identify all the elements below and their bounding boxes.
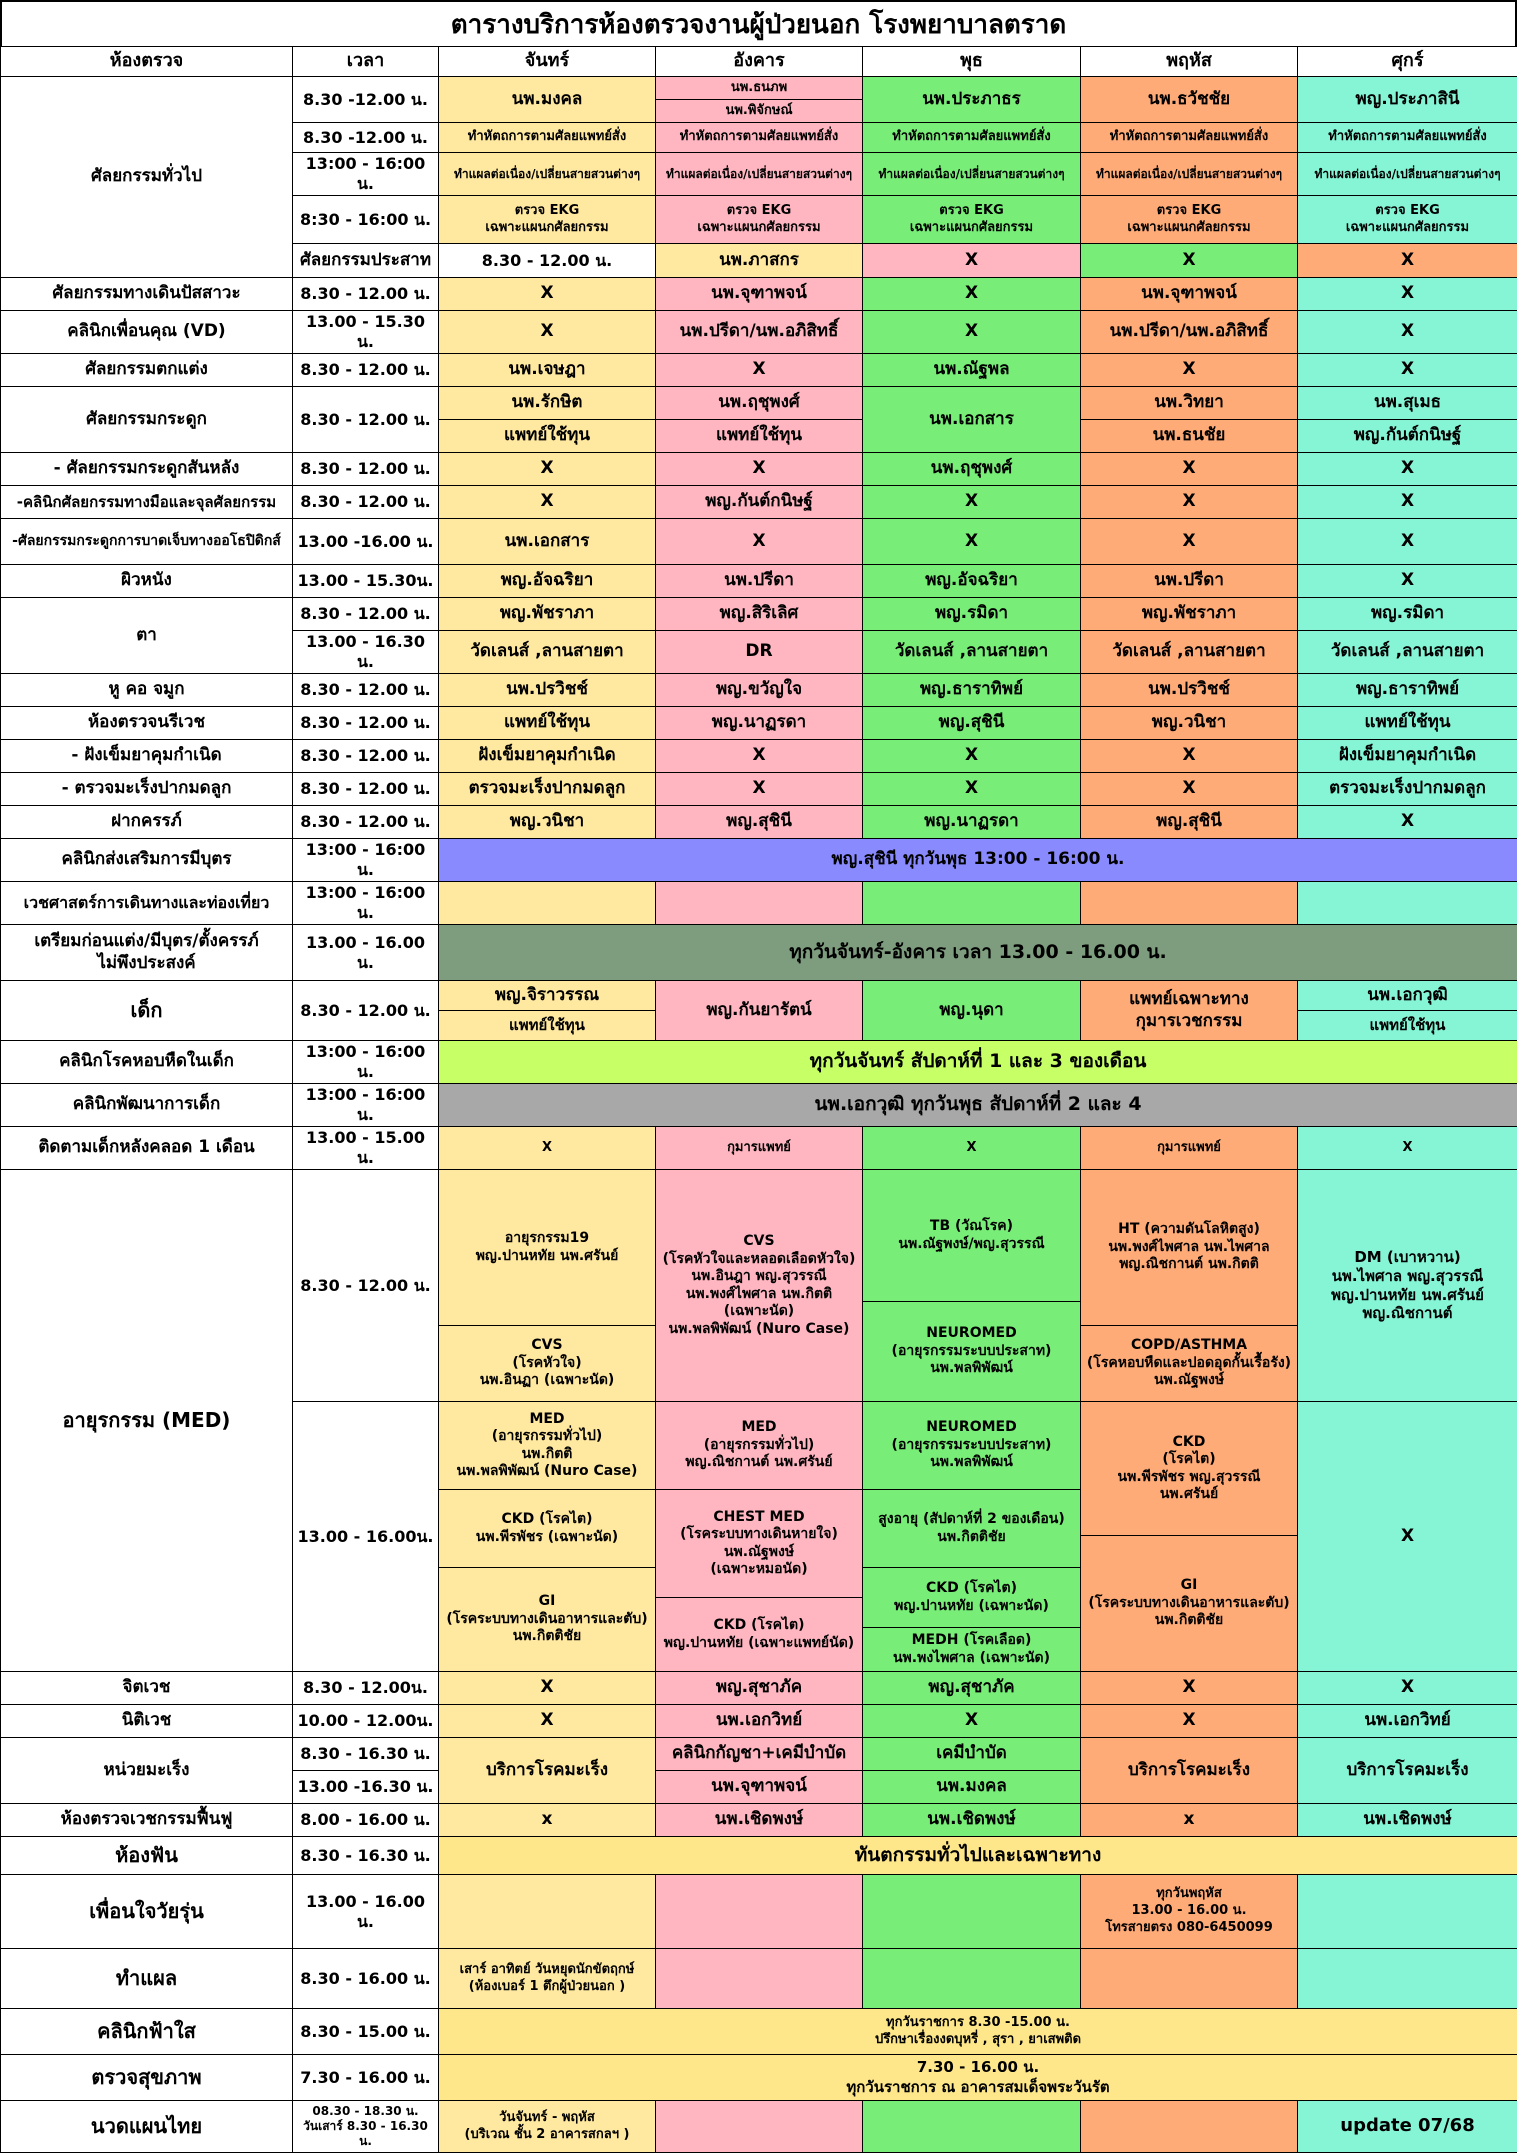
doctor-cell: X: [439, 311, 656, 354]
room-orthopedics: ศัลยกรรมกระดูก: [1, 387, 293, 453]
doctor-cell: แพทย์ใช้ทุน: [439, 707, 656, 740]
service-cell: ทำหัตถการตามศัลยแพทย์สั่ง: [439, 123, 656, 153]
premarital-banner: ทุกวันจันทร์-อังคาร เวลา 13.00 - 16.00 น.: [439, 925, 1517, 981]
doctor-cell: พญ.ขวัญใจ: [656, 674, 863, 707]
row-peds-asthma: [1, 1041, 1517, 1084]
doctor-cell: แพทย์ใช้ทุน: [439, 420, 656, 453]
doctor-cell: พญ.นาฏรดา: [656, 707, 863, 740]
time-cell: 8.30 -12.00 น.: [293, 77, 439, 123]
time-cell: 8.30 -12.00 น.: [293, 123, 439, 153]
row-gynecology: [1, 707, 1517, 740]
doctor-cell: พญ.อัจฉริยา: [439, 565, 656, 598]
doctor-cell: X: [1081, 519, 1298, 565]
doctor-cell: พญ.นาฏรดา: [863, 806, 1081, 839]
row-travel-medicine: [1, 882, 1517, 925]
doctor-cell: X: [1298, 354, 1517, 387]
time-cell: 10.00 - 12.00น.: [293, 1705, 439, 1738]
service-cell: วัดเลนส์ ,ลานสายตา: [863, 631, 1081, 674]
room-label: คลินิกพัฒนาการเด็ก: [1, 1084, 293, 1127]
doctor-cell: X: [1081, 244, 1298, 278]
doctor-cell: X: [863, 244, 1081, 278]
row-thai-massage: [1, 2101, 1517, 2153]
med-clinic-cell: CHEST MED (โรคระบบทางเดินหายใจ) นพ.ณัฐพงษ์ (เฉพาะหมอนัด): [656, 1490, 863, 1598]
room-label: คลินิกเพื่อนคุณ (VD): [1, 311, 293, 354]
service-cell: X: [656, 740, 863, 773]
service-cell: ตรวจ EKG เฉพาะแผนกศัลยกรรม: [1298, 196, 1517, 244]
empty-cell: [439, 882, 656, 925]
time-cell: 8.30 - 12.00 น.: [293, 740, 439, 773]
doctor-cell: นพ.ปรีดา/นพ.อภิสิทธิ์: [1081, 311, 1298, 354]
doctor-cell: พญ.จิราวรรณ: [439, 981, 656, 1011]
time-cell: 08.30 - 18.30 น. วันเสาร์ 8.30 - 16.30 น.: [293, 2101, 439, 2153]
doctor-cell: นพ.เอกวิทย์: [1298, 1705, 1517, 1738]
service-cell: ทำแผลต่อเนื่อง/เปลี่ยนสายสวนต่างๆ: [1298, 153, 1517, 196]
fertility-banner: พญ.สุชินี ทุกวันพุธ 13:00 - 16:00 น.: [439, 839, 1517, 882]
doctor-cell: นพ.ปรีดา/นพ.อภิสิทธิ์: [656, 311, 863, 354]
doctor-cell: X: [656, 354, 863, 387]
room-label: ผิวหนัง: [1, 565, 293, 598]
doctor-cell: นพ.ปรีดา: [1081, 565, 1298, 598]
empty-cell: [656, 882, 863, 925]
room-label: เพื่อนใจวัยรุ่น: [1, 1875, 293, 1949]
doctor-cell: X: [1298, 244, 1517, 278]
med-clinic-cell: COPD/ASTHMA (โรคหอบหืดและปอดอุดกั้นเรื้อรัง) นพ.ณัฐพงษ์: [1081, 1326, 1298, 1402]
doctor-cell: X: [863, 311, 1081, 354]
room-label: ศัลยกรรมทางเดินปัสสาวะ: [1, 278, 293, 311]
schedule-table: [0, 46, 1517, 2153]
doctor-cell: นพ.เชิดพงษ์: [863, 1804, 1081, 1837]
time-cell: 8.30 - 12.00 น.: [293, 354, 439, 387]
doctor-cell: แพทย์ใช้ทุน: [656, 420, 863, 453]
row-forensic: [1, 1705, 1517, 1738]
time-cell: 13.00 - 15.30 น.: [293, 311, 439, 354]
doctor-cell: พญ.นุดา: [863, 981, 1081, 1041]
doctor-cell: X: [439, 453, 656, 486]
row-teen-clinic: [1, 1875, 1517, 1949]
time-cell: 8.30 - 12.00 น.: [293, 278, 439, 311]
med-clinic-cell: CKD (โรคไต) นพ.พีรพัชร (เฉพาะนัด): [439, 1490, 656, 1568]
med-clinic-cell: สูงอายุ (สัปดาห์ที่ 2 ของเดือน) นพ.กิตติชัย: [863, 1490, 1081, 1568]
doctor-cell: X: [1298, 311, 1517, 354]
empty-cell: [1298, 1875, 1517, 1949]
time-cell: 8.30 - 12.00 น.: [293, 1170, 439, 1402]
time-cell: 13.00 - 16.00 น.: [293, 1875, 439, 1949]
med-clinic-cell: CVS (โรคหัวใจ) นพ.อินฏา (เฉพาะนัด): [439, 1326, 656, 1402]
doctor-cell: แพทย์ใช้ทุน: [1298, 707, 1517, 740]
doctor-cell: พญ.รมิดา: [863, 598, 1081, 631]
med-clinic-cell: MED (อายุรกรรมทั่วไป) พญ.ณิชกานต์ นพ.ศรันย์: [656, 1402, 863, 1490]
room-label: หู คอ จมูก: [1, 674, 293, 707]
development-banner: นพ.เอกวุฒิ ทุกวันพุธ สัปดาห์ที่ 2 และ 4: [439, 1084, 1517, 1127]
massage-info: วันจันทร์ - พฤหัส (บริเวณ ชั้น 2 อาคารสกลฯ ): [439, 2101, 656, 2153]
doctor-cell: นพ.ธวัชชัย: [1081, 77, 1298, 123]
update-label: update 07/68: [1298, 2101, 1517, 2153]
doctor-cell: พญ.ประภาสินี: [1298, 77, 1517, 123]
empty-cell: [1298, 882, 1517, 925]
doctor-cell: นพ.เอกวุฒิ: [1298, 981, 1517, 1011]
doctor-cell: พญ.สุชินี: [863, 707, 1081, 740]
med-clinic-cell: อายุรกรรม19 พญ.ปานหทัย นพ.ศรันย์: [439, 1170, 656, 1326]
room-label: ตรวจสุขภาพ: [1, 2055, 293, 2101]
doctor-cell: นพ.เชิดพงษ์: [656, 1804, 863, 1837]
clear-sky-banner: ทุกวันราชการ 8.30 -15.00 น. ปรึกษาเรื่องงดบุหรี่ , สุรา , ยาเสพติด: [439, 2009, 1517, 2055]
room-label: ศัลยกรรมตกแต่ง: [1, 354, 293, 387]
doctor-cell: พญ.กันยารัตน์: [656, 981, 863, 1041]
service-cell: ตรวจ EKG เฉพาะแผนกศัลยกรรม: [656, 196, 863, 244]
service-cell: ตรวจ EKG เฉพาะแผนกศัลยกรรม: [439, 196, 656, 244]
room-label: เตรียมก่อนแต่ง/มีบุตร/ตั้งครรภ์ ไม่พึงประสงค์: [1, 925, 293, 981]
row-plastic-surgery: [1, 354, 1517, 387]
time-cell: 8.30 - 12.00 น.: [293, 773, 439, 806]
empty-cell: [656, 1875, 863, 1949]
doctor-cell: X: [1298, 453, 1517, 486]
doctor-cell: X: [439, 1705, 656, 1738]
row-dermatology: [1, 565, 1517, 598]
doctor-cell: X: [1081, 1672, 1298, 1705]
doctor-cell: นพ.ภาสกร: [656, 244, 863, 278]
med-clinic-cell: GI (โรคระบบทางเดินอาหารและตับ) นพ.กิตติชัย: [1081, 1536, 1298, 1672]
row-rehab: [1, 1804, 1517, 1837]
row-peds-development: [1, 1084, 1517, 1127]
header-tuesday: อังคาร: [656, 47, 863, 77]
header-friday: ศุกร์: [1298, 47, 1517, 77]
doctor-cell: นพ.ธนชัย: [1081, 420, 1298, 453]
service-cell: คลินิกกัญชา+เคมีบำบัด: [656, 1738, 863, 1771]
doctor-cell: X: [863, 1705, 1081, 1738]
doctor-cell: X: [439, 1672, 656, 1705]
room-label: ติดตามเด็กหลังคลอด 1 เดือน: [1, 1127, 293, 1170]
header-time: เวลา: [293, 47, 439, 77]
time-cell: 13.00 - 16.00น.: [293, 1402, 439, 1672]
med-clinic-cell: DM (เบาหวาน) นพ.ไพศาล พญ.สุวรรณี พญ.ปานหทัย นพ.ศรันย์ พญ.ณิชกานต์: [1298, 1170, 1517, 1402]
doctor-cell: พญ.รมิดา: [1298, 598, 1517, 631]
time-cell: 13.00 -16.00 น.: [293, 519, 439, 565]
room-label: นิติเวช: [1, 1705, 293, 1738]
time-cell: 8.30 - 16.00 น.: [293, 1949, 439, 2009]
row-hand-surgery: [1, 486, 1517, 519]
time-cell: 8.30 - 12.00 น.: [293, 486, 439, 519]
service-cell: ตรวจ EKG เฉพาะแผนกศัลยกรรม: [1081, 196, 1298, 244]
doctor-cell: กุมารแพทย์: [1081, 1127, 1298, 1170]
service-cell: บริการโรคมะเร็ง: [1081, 1738, 1298, 1804]
doctor-cell: X: [863, 486, 1081, 519]
doctor-cell: แพทย์ใช้ทุน: [439, 1011, 656, 1041]
row-implant: [1, 740, 1517, 773]
doctor-cell: พญ.กันต์กนิษฐ์: [1298, 420, 1517, 453]
room-general-surgery: ศัลยกรรมทั่วไป: [1, 77, 293, 278]
doctor-cell: นพ.จุฑาพจน์: [1081, 278, 1298, 311]
doctor-cell: แพทย์ใช้ทุน: [1298, 1011, 1517, 1041]
room-label: คลินิกโรคหอบหืดในเด็ก: [1, 1041, 293, 1084]
doctor-cell: พญ.กันต์กนิษฐ์: [656, 486, 863, 519]
service-cell: วัดเลนส์ ,ลานสายตา: [1081, 631, 1298, 674]
med-clinic-cell: X: [1298, 1402, 1517, 1672]
checkup-banner: 7.30 - 16.00 น. ทุกวันราชการ ณ อาคารสมเด็จพระวันรัต: [439, 2055, 1517, 2101]
med-clinic-cell: CKD (โรคไต) พญ.ปานหทัย (เฉพาะนัด): [863, 1568, 1081, 1628]
service-cell: ตรวจมะเร็งปากมดลูก: [439, 773, 656, 806]
doctor-cell: X: [439, 278, 656, 311]
med-clinic-cell: CKD (โรคไต) นพ.พีรพัชร พญ.สุวรรณี นพ.ศรันย์: [1081, 1402, 1298, 1536]
empty-cell: [863, 882, 1081, 925]
time-cell: 13:00 - 16:00 น.: [293, 839, 439, 882]
room-label: ห้องตรวจเวชกรรมฟื้นฟู: [1, 1804, 293, 1837]
doctor-cell: นพ.สุเมธ: [1298, 387, 1517, 420]
room-pediatrics: เด็ก: [1, 981, 293, 1041]
doctor-cell: นพ.วิทยา: [1081, 387, 1298, 420]
med-clinic-cell: MEDH (โรคเลือด) นพ.พงไพศาล (เฉพาะนัด): [863, 1628, 1081, 1672]
room-label: - ตรวจมะเร็งปากมดลูก: [1, 773, 293, 806]
row-vd-clinic: [1, 311, 1517, 354]
row-spine: [1, 453, 1517, 486]
doctor-cell: นพ.เชิดพงษ์: [1298, 1804, 1517, 1837]
doctor-cell: นพ.ประภาธร: [863, 77, 1081, 123]
room-label: - ฝังเข็มยาคุมกำเนิด: [1, 740, 293, 773]
row-newborn-followup: [1, 1127, 1517, 1170]
service-cell: เคมีบำบัด: [863, 1738, 1081, 1771]
empty-cell: [1081, 1949, 1298, 2009]
doctor-cell: X: [863, 1127, 1081, 1170]
service-cell: X: [863, 740, 1081, 773]
service-cell: X: [1081, 740, 1298, 773]
time-cell: 8.00 - 16.00 น.: [293, 1804, 439, 1837]
doctor-cell: X: [1298, 806, 1517, 839]
empty-cell: [656, 2101, 863, 2153]
doctor-cell: X: [1081, 453, 1298, 486]
room-label: ฝากครรภ์: [1, 806, 293, 839]
doctor-cell: นพ.มงคล: [439, 77, 656, 123]
doctor-cell: X: [1081, 354, 1298, 387]
room-label: ห้องตรวจนรีเวช: [1, 707, 293, 740]
doctor-cell: นพ.จุฑาพจน์: [656, 278, 863, 311]
service-cell: ตรวจ EKG เฉพาะแผนกศัลยกรรม: [863, 196, 1081, 244]
doctor-cell: นพ.ธนภพ: [656, 77, 863, 100]
time-cell: 7.30 - 16.00 น.: [293, 2055, 439, 2101]
time-cell: 8.30 - 12.00น.: [293, 1672, 439, 1705]
doctor-cell: x: [1081, 1804, 1298, 1837]
service-cell: X: [1081, 773, 1298, 806]
doctor-cell: พญ.พัชราภา: [1081, 598, 1298, 631]
room-label: ทำแผล: [1, 1949, 293, 2009]
doctor-cell: กุมารแพทย์: [656, 1127, 863, 1170]
doctor-cell: นพ.เอกวิทย์: [656, 1705, 863, 1738]
empty-cell: [1081, 882, 1298, 925]
row-sport-ortho: [1, 519, 1517, 565]
time-cell: 13:00 - 16:00 น.: [293, 1041, 439, 1084]
room-label: -คลินิกศัลยกรรมทางมือและจุลศัลยกรรม: [1, 486, 293, 519]
service-cell: ตรวจมะเร็งปากมดลูก: [1298, 773, 1517, 806]
row-urology: [1, 278, 1517, 311]
doctor-cell: X: [863, 278, 1081, 311]
room-oncology: หน่วยมะเร็ง: [1, 1738, 293, 1804]
empty-cell: [863, 1949, 1081, 2009]
time-cell: 8.30 - 12.00 น.: [293, 598, 439, 631]
row-pap-smear: [1, 773, 1517, 806]
doctor-cell: พญ.สิริเลิศ: [656, 598, 863, 631]
doctor-cell: X: [656, 519, 863, 565]
doctor-cell: นพ.พิจักษณ์: [656, 100, 863, 123]
row-ent: [1, 674, 1517, 707]
header-wednesday: พุธ: [863, 47, 1081, 77]
service-cell: X: [863, 773, 1081, 806]
room-label: คลินิกฟ้าใส: [1, 2009, 293, 2055]
row-antenatal: [1, 806, 1517, 839]
header-monday: จันทร์: [439, 47, 656, 77]
doctor-cell: x: [439, 1804, 656, 1837]
doctor-cell: พญ.ธาราทิพย์: [1298, 674, 1517, 707]
doctor-cell: นพ.ฤชุพงศ์: [863, 453, 1081, 486]
row-fertility: [1, 839, 1517, 882]
doctor-cell: X: [863, 519, 1081, 565]
time-cell: 13:00 - 16:00 น.: [293, 153, 439, 196]
row-premarital: [1, 925, 1517, 981]
room-ophthalmology: ตา: [1, 598, 293, 674]
doctor-cell: พญ.วนิชา: [1081, 707, 1298, 740]
room-label: นวดแผนไทย: [1, 2101, 293, 2153]
doctor-cell: X: [1081, 1705, 1298, 1738]
service-cell: บริการโรคมะเร็ง: [1298, 1738, 1517, 1804]
time-cell: 13:00 - 16:00 น.: [293, 1084, 439, 1127]
service-cell: ฝังเข็มยาคุมกำเนิด: [439, 740, 656, 773]
service-cell: ฝังเข็มยาคุมกำเนิด: [1298, 740, 1517, 773]
time-cell: 8.30 - 12.00 น.: [293, 453, 439, 486]
time-cell: 8.30 - 12.00 น.: [293, 387, 439, 453]
doctor-cell: พญ.สุชินี: [656, 806, 863, 839]
med-clinic-cell: CKD (โรคไต) พญ.ปานหทัย (เฉพาะแพทย์นัด): [656, 1598, 863, 1672]
time-cell: 8.30 - 12.00 น.: [293, 707, 439, 740]
time-cell: 13.00 - 15.00 น.: [293, 1127, 439, 1170]
dental-banner: ทันตกรรมทั่วไปและเฉพาะทาง: [439, 1837, 1517, 1875]
service-cell: DR: [656, 631, 863, 674]
doctor-cell: นพ.เอกสาร: [439, 519, 656, 565]
service-cell: วัดเลนส์ ,ลานสายตา: [439, 631, 656, 674]
header-thursday: พฤหัส: [1081, 47, 1298, 77]
page-title: ตารางบริการห้องตรวจงานผู้ป่วยนอก โรงพยาบาลตราด: [0, 0, 1517, 48]
doctor-cell: X: [1298, 565, 1517, 598]
service-cell: ทำหัตถการตามศัลยแพทย์สั่ง: [1298, 123, 1517, 153]
doctor-cell: X: [1298, 1127, 1517, 1170]
med-clinic-cell: CVS (โรคหัวใจและหลอดเลือดหัวใจ) นพ.อินฎา พญ.สุวรรณี นพ.พงศ์ไพศาล นพ.กิตติ (เฉพาะนัด) นพ.พลพิพัฒน์ (Nuro Case): [656, 1170, 863, 1402]
header-row: [1, 47, 1517, 77]
doctor-cell: X: [439, 1127, 656, 1170]
doctor-cell: X: [1298, 278, 1517, 311]
time-cell: 13:00 - 16:00 น.: [293, 882, 439, 925]
empty-cell: [1298, 1949, 1517, 2009]
doctor-cell: พญ.สุชาภัค: [656, 1672, 863, 1705]
service-cell: ทำหัตถการตามศัลยแพทย์สั่ง: [863, 123, 1081, 153]
doctor-cell: X: [1298, 519, 1517, 565]
med-clinic-cell: GI (โรคระบบทางเดินอาหารและตับ) นพ.กิตติชัย: [439, 1568, 656, 1672]
time-cell: 8.30 - 15.00 น.: [293, 2009, 439, 2055]
row-dental: [1, 1837, 1517, 1875]
empty-cell: [1081, 2101, 1298, 2153]
service-cell: ทำแผลต่อเนื่อง/เปลี่ยนสายสวนต่างๆ: [656, 153, 863, 196]
room-label: -ศัลยกรรมกระดูกการบาดเจ็บทางออโธปิดิกส์: [1, 519, 293, 565]
doctor-cell: นพ.ณัฐพล: [863, 354, 1081, 387]
room-label: คลินิกส่งเสริมการมีบุตร: [1, 839, 293, 882]
room-label: เวชศาสตร์การเดินทางและท่องเที่ยว: [1, 882, 293, 925]
doctor-cell: X: [1298, 1672, 1517, 1705]
doctor-cell: X: [1298, 486, 1517, 519]
med-clinic-cell: NEUROMED (อายุรกรรมระบบประสาท) นพ.พลพิพัฒน์: [863, 1402, 1081, 1490]
time-cell: 13.00 - 15.30น.: [293, 565, 439, 598]
med-clinic-cell: MED (อายุรกรรมทั่วไป) นพ.กิตติ นพ.พลพิพัฒน์ (Nuro Case): [439, 1402, 656, 1490]
room-internal-medicine: อายุรกรรม (MED): [1, 1170, 293, 1672]
doctor-cell: นพ.ฤชุพงศ์: [656, 387, 863, 420]
empty-cell: [863, 1875, 1081, 1949]
empty-cell: [863, 2101, 1081, 2153]
doctor-cell: นพ.ปรีดา: [656, 565, 863, 598]
doctor-cell: X: [656, 453, 863, 486]
doctor-cell: X: [439, 486, 656, 519]
room-label: ห้องฟัน: [1, 1837, 293, 1875]
service-cell: ทำแผลต่อเนื่อง/เปลี่ยนสายสวนต่างๆ: [863, 153, 1081, 196]
empty-cell: [439, 1875, 656, 1949]
med-clinic-cell: NEUROMED (อายุรกรรมระบบประสาท) นพ.พลพิพัฒน์: [863, 1302, 1081, 1402]
service-cell: ทำหัตถการตามศัลยแพทย์สั่ง: [656, 123, 863, 153]
service-cell: วัดเลนส์ ,ลานสายตา: [1298, 631, 1517, 674]
time-cell: 13.00 - 16.30 น.: [293, 631, 439, 674]
room-label: จิตเวช: [1, 1672, 293, 1705]
time-cell: 8.30 - 12.00 น.: [293, 806, 439, 839]
time-cell: 8:30 - 16:00 น.: [293, 196, 439, 244]
time-cell: 8.30 - 16.30 น.: [293, 1738, 439, 1771]
service-cell: ทำแผลต่อเนื่อง/เปลี่ยนสายสวนต่างๆ: [1081, 153, 1298, 196]
teen-clinic-info: ทุกวันพฤหัส 13.00 - 16.00 น. โทรสายตรง 080-6450099: [1081, 1875, 1298, 1949]
doctor-cell: นพ.ปรวิชช์: [439, 674, 656, 707]
doctor-cell: X: [1081, 486, 1298, 519]
time-cell: 8.30 - 12.00 น.: [293, 674, 439, 707]
doctor-cell: นพ.มงคล: [863, 1771, 1081, 1804]
room-label: - ศัลยกรรมกระดูกสันหลัง: [1, 453, 293, 486]
service-cell: บริการโรคมะเร็ง: [439, 1738, 656, 1804]
empty-cell: [656, 1949, 863, 2009]
doctor-cell: พญ.สุชาภัค: [863, 1672, 1081, 1705]
row-dressing: [1, 1949, 1517, 2009]
doctor-cell: พญ.ธาราทิพย์: [863, 674, 1081, 707]
time-cell: 13.00 - 16.00 น.: [293, 925, 439, 981]
service-cell: ทำหัตถการตามศัลยแพทย์สั่ง: [1081, 123, 1298, 153]
med-clinic-cell: HT (ความดันโลหิตสูง) นพ.พงศ์ไพศาล นพ.ไพศาล พญ.ณิชกานต์ นพ.กิตติ: [1081, 1170, 1298, 1326]
service-cell: X: [656, 773, 863, 806]
doctor-cell: นพ.ปรวิชช์: [1081, 674, 1298, 707]
doctor-cell: พญ.สุชินี: [1081, 806, 1298, 839]
doctor-cell: นพ.รักษิต: [439, 387, 656, 420]
doctor-cell: นพ.เจษฎา: [439, 354, 656, 387]
doctor-cell: นพ.เอกสาร: [863, 387, 1081, 453]
time-cell: 8.30 - 12.00 น.: [293, 981, 439, 1041]
doctor-cell: พญ.พัชราภา: [439, 598, 656, 631]
doctor-cell: แพทย์เฉพาะทาง กุมารเวชกรรม: [1081, 981, 1298, 1041]
row-checkup: [1, 2055, 1517, 2101]
med-clinic-cell: TB (วัณโรค) นพ.ณัฐพงษ์/พญ.สุวรรณี: [863, 1170, 1081, 1302]
doctor-cell: พญ.วนิชา: [439, 806, 656, 839]
doctor-cell: พญ.อัจฉริยา: [863, 565, 1081, 598]
dressing-info: เสาร์ อาทิตย์ วันหยุดนักขัตฤกษ์ (ห้องเบอร์ 1 ตึกผู้ป่วยนอก ): [439, 1949, 656, 2009]
time-cell: 8.30 - 16.30 น.: [293, 1837, 439, 1875]
time-cell: 13.00 -16.30 น.: [293, 1771, 439, 1804]
row-psychiatry: [1, 1672, 1517, 1705]
header-room: ห้องตรวจ: [1, 47, 293, 77]
room-label: ศัลยกรรมประสาท: [293, 244, 439, 278]
service-cell: ทำแผลต่อเนื่อง/เปลี่ยนสายสวนต่างๆ: [439, 153, 656, 196]
doctor-cell: นพ.จุฑาพจน์: [656, 1771, 863, 1804]
asthma-banner: ทุกวันจันทร์ สัปดาห์ที่ 1 และ 3 ของเดือน: [439, 1041, 1517, 1084]
time-cell: 8.30 - 12.00 น.: [439, 244, 656, 278]
